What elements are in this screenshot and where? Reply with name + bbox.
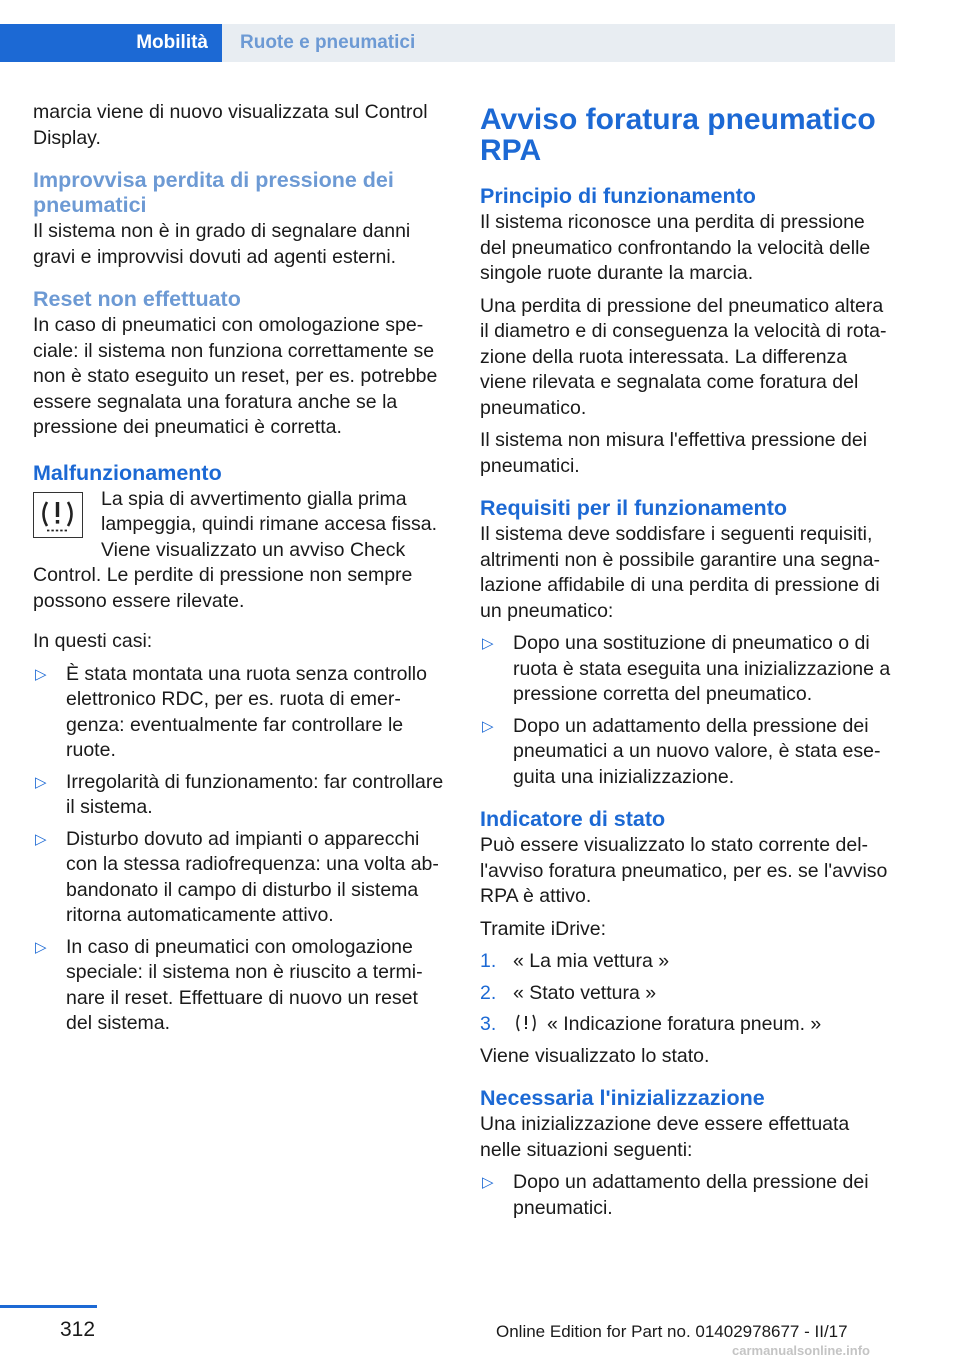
principle-text-1: Il sistema riconosce una perdita di pressione del pneumatico confrontando la velocità delle singole ruote durante la marcia. [480, 211, 871, 284]
footer-rule [0, 1305, 97, 1308]
page-number: 312 [60, 1318, 96, 1341]
init-text: Una inizializzazione deve essere effettuata nelle situazioni seguenti: [480, 1113, 850, 1161]
rpa-title: Avviso foratura pneumatico RPA [480, 103, 876, 167]
bullet-icon: ▷ [35, 938, 47, 956]
bullet-icon: ▷ [35, 665, 47, 683]
no-reset-text: In caso di pneumatici con omologazione speciale: il sistema non funziona correttamente se non è stato eseguito un reset, per es. potrebbe essere segnalata una foratura anche se la pressione dei pneumatici è corretta. [33, 314, 438, 438]
left-column [33, 100, 445, 1043]
bullet-icon: ▷ [35, 830, 47, 848]
header-subsection: Ruote e pneumatici [222, 24, 895, 62]
status-heading: Indicatore di stato [480, 807, 666, 831]
list-item: ▷ Dopo un adattamento della pressione dei pneumatici a un nuovo valore, è stata eseguita una inizializzazione. [482, 714, 881, 788]
status-text: Può essere visualizzato lo stato corrente dell'avviso foratura pneumatico, per es. se l'avviso RPA è attivo. [480, 834, 888, 907]
bullet-icon: ▷ [482, 1174, 494, 1191]
list-item: 3. « Indicazione foratura pneum. » [480, 1013, 822, 1035]
list-item: ▷ Dopo una sostituzione di pneumatico o di ruota è stata eseguita una inizializzazione a pressione corretta del pneumatico. [482, 632, 891, 705]
sudden-loss-text: Il sistema non è in grado di segnalare danni gravi e improvvisi dovuti ad agenti esterni. [33, 220, 411, 268]
tire-warning-small-icon [513, 1012, 539, 1034]
header-section: Mobilità [0, 24, 222, 62]
principle-text-3: Il sistema non misura l'effettiva pressione dei pneumatici. [480, 429, 868, 477]
idrive-label: Tramite iDrive: [480, 917, 607, 940]
intro-text: marcia viene di nuovo visualizzata sul Control Display. [33, 101, 428, 149]
right-column [480, 100, 895, 1227]
principle-heading: Principio di funzionamento [480, 184, 756, 208]
edition-text: Online Edition for Part no. 01402978677 - II/17 [496, 1322, 848, 1341]
list-item: ▷ Irregolarità di funzionamento: far controllare il sistema. [35, 770, 444, 818]
no-reset-heading: Reset non effettuato [33, 287, 241, 311]
requirements-heading: Requisiti per il funzionamento [480, 496, 787, 520]
tire-warning-icon [33, 492, 83, 538]
list-item: ▷ Disturbo dovuto ad impianti o apparecchi con la stessa radiofrequenza: una volta abbandonato il campo di disturbo il sistema ritorna automaticamente attivo. [35, 827, 439, 926]
malfunction-text: La spia di avvertimento gialla prima lampeggia, quindi rimane accesa fissa. Viene visualizzato un avviso Check Control. Le perdite di pressione non sempre possono essere rilevate. [33, 487, 438, 612]
list-item: 2. « Stato vettura » [480, 981, 657, 1004]
init-heading: Necessaria l'inizializzazione [480, 1086, 765, 1110]
sudden-loss-heading: Improvvisa perdita di pressione dei pneumatici [33, 168, 394, 217]
idrive-steps [480, 949, 895, 1038]
list-item: 1. « La mia vettura » [480, 950, 670, 972]
list-item: ▷ Dopo un adattamento della pressione dei pneumatici. [482, 1171, 869, 1219]
requirements-list [480, 631, 895, 790]
principle-text-2: Una perdita di pressione del pneumatico altera il diametro e di conseguenza la velocità di rotazione della ruota interessata. La differenza viene rilevata e segnalata come foratura del pneumatico. [480, 294, 887, 419]
bullet-icon: ▷ [482, 635, 494, 652]
malfunction-block [33, 487, 445, 615]
bullet-icon: ▷ [482, 717, 494, 735]
watermark: carmanualsonline.info [732, 1343, 870, 1358]
list-item: ▷ È stata montata una ruota senza controllo elettronico RDC, per es. ruota di emergenza: eventualmente far controllare le ruote. [35, 662, 427, 761]
init-list [480, 1170, 895, 1221]
cases-intro: In questi casi: [33, 630, 153, 652]
list-item: ▷ In caso di pneumatici con omologazione speciale: il sistema non è riuscito a terminare il reset. Effettuare di nuovo un reset del sistema. [35, 935, 423, 1034]
status-result: Viene visualizzato lo stato. [480, 1044, 710, 1067]
malfunction-heading: Malfunzionamento [33, 460, 222, 485]
page-header [0, 24, 895, 62]
bullet-icon: ▷ [35, 773, 47, 791]
cases-list [33, 662, 445, 1037]
requirements-text: Il sistema deve soddisfare i seguenti requisiti, altrimenti non è possibile garantire una segnalazione affidabile di una perdita di pressione di un pneumatico: [480, 523, 880, 622]
